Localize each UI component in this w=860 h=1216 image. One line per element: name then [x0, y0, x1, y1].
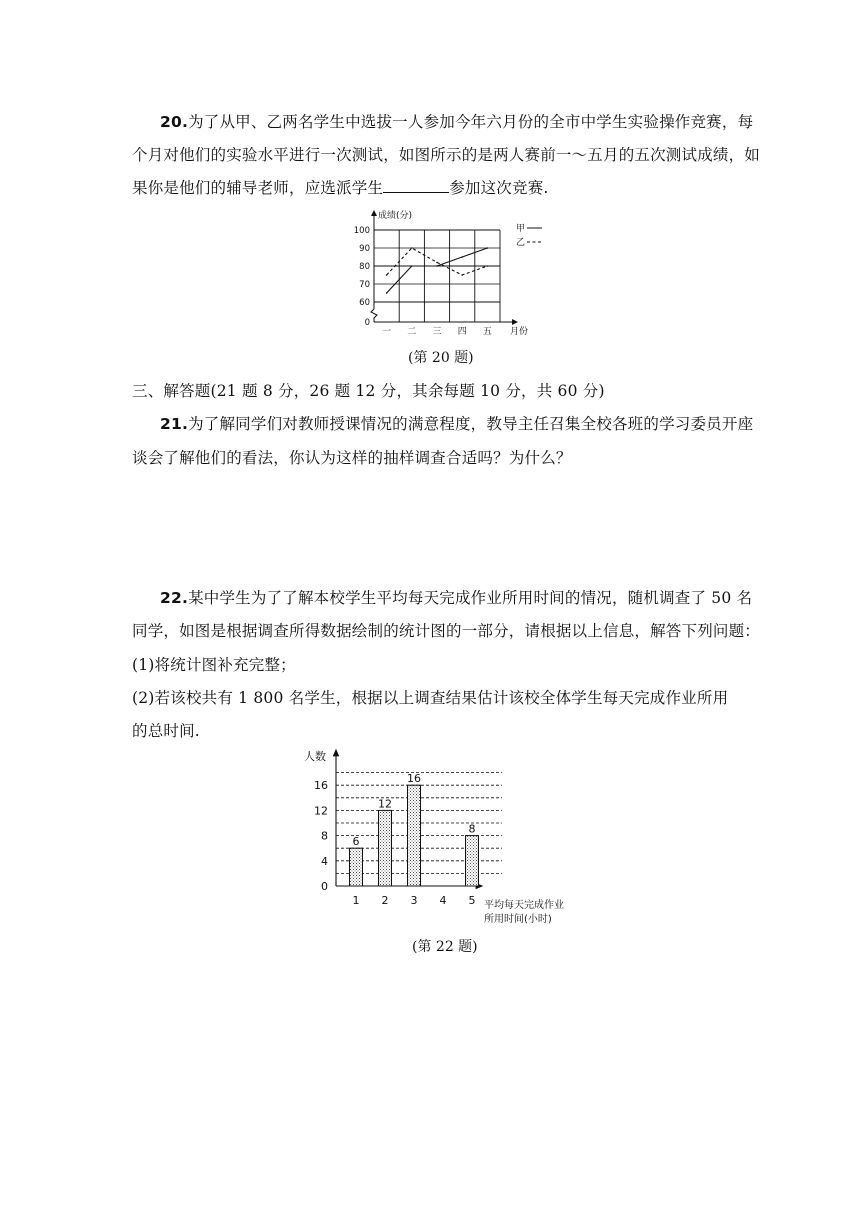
series-1-point-4 — [461, 256, 463, 258]
x-tick-label-3: 三 — [432, 327, 442, 337]
q22-part1: (1)将统计图补充完整； — [132, 656, 296, 674]
x-tick-label-1: 一 — [382, 327, 392, 337]
y-tick-label-12: 12 — [314, 804, 328, 818]
q20-line1 — [160, 112, 753, 132]
q20-answer-blank — [383, 178, 449, 193]
x-tick-label-5: 5 — [468, 894, 476, 907]
q21-line2: 谈会了解他们的看法，你认为这样的抽样调查合适吗？为什么？ — [132, 449, 572, 467]
y-tick-label-100: 100 — [353, 226, 370, 236]
series-1-point-2 — [411, 265, 413, 267]
y-tick-label-8: 8 — [321, 829, 328, 843]
series-2-point-4 — [461, 274, 463, 276]
legend-label-2: 乙 — [516, 238, 526, 248]
y-tick-label-60: 60 — [359, 298, 370, 308]
y-tick-label-70: 70 — [359, 280, 370, 290]
x-tick-label-4: 四 — [457, 327, 467, 337]
q22-part2-line2: 的总时间. — [132, 722, 200, 740]
x-axis-title: 月份 — [510, 327, 529, 337]
q22-part2-line1: (2)若该校共有 1 800 名学生，根据以上调查结果估计该校全体学生每天完成作业所用 — [132, 689, 729, 707]
q20-line-chart — [342, 206, 542, 338]
y-tick-label-0: 0 — [364, 318, 370, 328]
q22-line1 — [160, 588, 752, 608]
series-2-point-5 — [487, 265, 489, 267]
legend-label-1: 甲 — [516, 224, 526, 234]
series-2-point-1 — [386, 274, 388, 276]
series-line-2 — [387, 248, 488, 275]
y-axis-title: 人数 — [304, 750, 326, 763]
section3-heading: 三、解答题(21 题 8 分，26 题 12 分，其余每题 10 分，共 60 分) — [132, 382, 605, 400]
q20-text-3a: 果你是他们的辅导老师，应选派学生 — [132, 179, 384, 197]
series-line-1 — [387, 248, 488, 293]
q22-caption: (第 22 题) — [412, 939, 478, 955]
series-2-point-3 — [436, 262, 438, 264]
q22-line2: 同学，如图是根据调查所得数据绘制的统计图的一部分，请根据以上信息，解答下列问题： — [132, 622, 761, 640]
y-tick-label-80: 80 — [359, 262, 370, 272]
q22-text-1: 某中学生为了了解本校学生平均每天完成作业所用时间的情况，随机调查了 50 名 — [188, 589, 753, 607]
q21-text-1: 为了解同学们对教师授课情况的满意程度，教导主任召集全校各班的学习委员开座 — [188, 415, 754, 433]
q20-caption: (第 20 题) — [408, 350, 474, 366]
y-axis-title: 成绩(分) — [378, 211, 413, 221]
bar-label-5: 8 — [468, 822, 476, 836]
bar-1 — [350, 848, 363, 886]
x-tick-label-2: 二 — [407, 327, 417, 337]
q20-line2: 个月对他们的实验水平进行一次测试，如图所示的是两人赛前一～五月的五次测试成绩，如 — [132, 146, 761, 164]
y-tick-label-16: 16 — [314, 779, 328, 793]
bar-label-2: 12 — [378, 797, 392, 811]
x-tick-label-5: 五 — [482, 327, 492, 337]
series-1-point-5 — [487, 247, 489, 249]
q20-text-3b: 参加这次竞赛. — [449, 179, 549, 197]
series-1-point-3 — [436, 265, 438, 267]
q21-line1 — [160, 414, 753, 434]
x-tick-label-2: 2 — [381, 894, 389, 907]
q22-number: 22. — [160, 589, 189, 607]
bar-2 — [379, 810, 392, 886]
x-axis-title-line2: 所用时间(小时) — [484, 914, 552, 925]
q21-number: 21. — [160, 415, 189, 433]
y-tick-label-90: 90 — [359, 244, 370, 254]
x-tick-label-3: 3 — [410, 894, 418, 907]
bar-label-3: 16 — [407, 772, 421, 786]
axis-break-mark — [371, 309, 377, 322]
x-tick-label-4: 4 — [439, 894, 447, 907]
series-1-point-1 — [386, 292, 388, 294]
bar-5 — [466, 836, 479, 886]
series-2-point-2 — [411, 247, 413, 249]
x-axis-arrow — [512, 319, 518, 325]
y-tick-label-0: 0 — [321, 880, 328, 893]
q20-line3 — [132, 178, 549, 198]
bar-3 — [408, 785, 421, 886]
bar-label-1: 6 — [352, 835, 360, 849]
x-axis-title-line1: 平均每天完成作业 — [484, 900, 564, 911]
x-tick-label-1: 1 — [352, 894, 360, 907]
q22-bar-chart — [302, 740, 612, 926]
y-tick-label-4: 4 — [321, 854, 328, 868]
q20-number: 20. — [160, 113, 189, 131]
y-axis-arrow — [371, 210, 377, 216]
q20-text-1: 为了从甲、乙两名学生中选拔一人参加今年六月份的全市中学生实验操作竞赛，每 — [188, 113, 754, 131]
